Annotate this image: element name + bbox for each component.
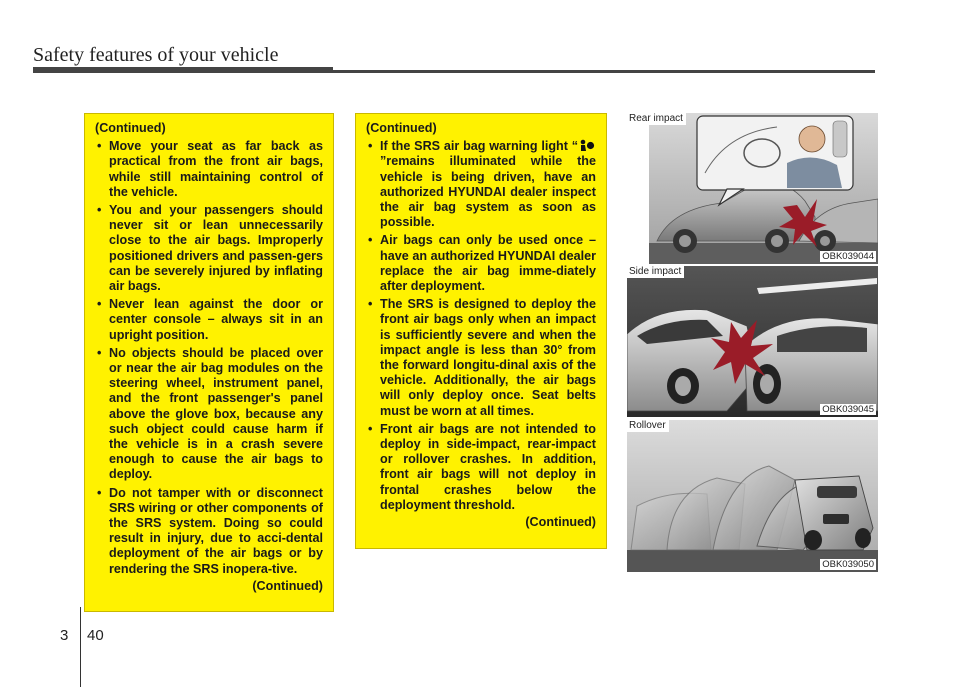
warning-list-left xyxy=(95,139,323,577)
side-impact-illustration xyxy=(627,266,878,417)
continued-label-top: (Continued) xyxy=(95,121,166,135)
list-item: • You and your passengers should never sit or lean unnecessarily close to the air bags. Improperly positioned drivers and passen-gers can be severely injured by inflating air bags. xyxy=(95,203,323,294)
rear-impact-illustration xyxy=(627,113,878,264)
list-item: • No objects should be placed over or near the air bag modules on the steering wheel, instrument panel, and the front passenger's panel above the glove box, because any such object could cause harm if the vehicle is in a crash severe enough to cause the air bags to deploy. xyxy=(95,346,323,483)
continued-label-bottom: (Continued) xyxy=(252,578,323,593)
list-item: • Never lean against the door or center console – always sit in an upright position. xyxy=(95,297,323,343)
list-item xyxy=(366,139,596,230)
rollover-illustration xyxy=(627,420,878,572)
figure-code: OBK039045 xyxy=(822,404,874,415)
figure-label: Side impact xyxy=(627,266,684,278)
continued-label-bottom: (Continued) xyxy=(525,515,596,530)
list-item: • Do not tamper with or disconnect SRS wiring or other components of the SRS system. Doing so could result in injury, due to acci-dental deployment of the air bags or by rendering the SRS inopera-tive. xyxy=(95,486,323,577)
continued-label-top: (Continued) xyxy=(366,121,437,135)
figure-label: Rear impact xyxy=(627,113,686,125)
footer-divider xyxy=(80,607,81,687)
list-item: • Front air bags are not intended to deploy in side-impact, rear-impact or rollover crashes. In addition, front air bags will not deploy in frontal crashes below the deployment threshold. xyxy=(366,422,596,513)
header-rule-accent xyxy=(33,67,333,73)
warning-box-right xyxy=(355,113,607,549)
figure-code: OBK039050 xyxy=(822,559,874,570)
chapter-number: 3 xyxy=(60,627,69,644)
warning-box-left xyxy=(84,113,334,612)
bullet-text-post: ”remains illuminated while the vehicle is being driven, have an authorized HYUNDAI dealer inspect the air bag system as soon as possible. xyxy=(380,154,596,230)
figure-rollover xyxy=(627,420,878,572)
page-header-title: Safety features of your vehicle xyxy=(33,44,279,66)
list-item: • Air bags can only be used once – have an authorized HYUNDAI dealer replace the air bag imme-diately after deployment. xyxy=(366,233,596,294)
figure-label: Rollover xyxy=(627,420,669,432)
figure-code: OBK039044 xyxy=(822,251,874,262)
page-number: 40 xyxy=(87,627,104,644)
figure-rear-impact xyxy=(627,113,878,264)
warning-list-right xyxy=(366,139,596,513)
list-item: • The SRS is designed to deploy the front air bags only when an impact is sufficiently severe and when the impact angle is less than 30° from the forward longitu-dinal axis of the vehicle. Additionally, the air bags will only deploy once. Seat belts must be worn at all times. xyxy=(366,297,596,419)
bullet-text-pre: If the SRS air bag warning light “ xyxy=(380,139,578,154)
list-item: • Move your seat as far back as practical from the front air bags, while still maintaining control of the vehicle. xyxy=(95,139,323,200)
figure-side-impact xyxy=(627,266,878,417)
airbag-warning-icon xyxy=(578,139,596,152)
